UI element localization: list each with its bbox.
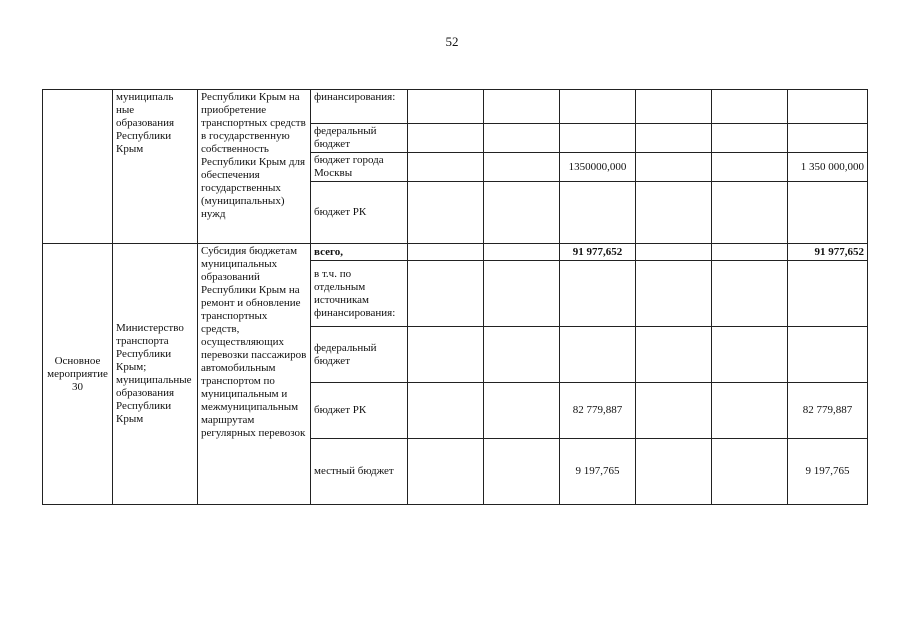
value-cell	[408, 439, 484, 505]
value-cell	[788, 261, 868, 327]
value-cell	[636, 383, 712, 439]
source-cell: федеральный бюджет	[311, 327, 408, 383]
value-cell	[484, 261, 560, 327]
source-cell: бюджет РК	[311, 182, 408, 244]
value-cell	[788, 327, 868, 383]
executor-cell: муниципаль ные образования Республики Крым	[113, 90, 198, 244]
source-cell: финансирования:	[311, 90, 408, 124]
value-cell	[788, 124, 868, 153]
value-cell	[788, 182, 868, 244]
value-cell	[712, 90, 788, 124]
value-cell	[484, 439, 560, 505]
value-cell	[712, 261, 788, 327]
value-cell	[408, 182, 484, 244]
source-cell: в т.ч. по отдельным источникам финансирования:	[311, 261, 408, 327]
value-cell	[712, 244, 788, 261]
value-cell	[788, 90, 868, 124]
table-row	[43, 244, 868, 261]
value-cell	[484, 153, 560, 182]
value-cell	[408, 327, 484, 383]
value-cell	[712, 439, 788, 505]
value-cell	[712, 327, 788, 383]
value-cell: 9 197,765	[560, 439, 636, 505]
executor-cell: Министерство транспорта Республики Крым; муниципальные образования Республики Крым	[113, 244, 198, 505]
value-cell	[484, 327, 560, 383]
budget-table	[42, 89, 868, 505]
value-cell	[484, 124, 560, 153]
value-cell	[408, 90, 484, 124]
value-cell	[560, 261, 636, 327]
value-cell	[636, 244, 712, 261]
value-cell: 91 977,652	[788, 244, 868, 261]
table-row	[43, 90, 868, 124]
value-cell	[636, 261, 712, 327]
value-cell	[408, 383, 484, 439]
description-cell: Субсидия бюджетам муниципальных образований Республики Крым на ремонт и обновление транспортных средств, осуществляющих перевозки пассажиров автомобильным транспортом по муниципальным и межмуниципальным маршрутам регулярных перевозок	[198, 244, 311, 505]
value-cell	[636, 124, 712, 153]
value-cell	[636, 327, 712, 383]
page-number: 52	[445, 34, 459, 49]
value-cell	[636, 182, 712, 244]
description-cell: Республики Крым на приобретение транспортных средств в государственную собственность Республики Крым для обеспечения государственных (муниципальных) нужд	[198, 90, 311, 244]
value-cell	[636, 439, 712, 505]
value-cell	[560, 124, 636, 153]
value-cell	[560, 90, 636, 124]
value-cell: 91 977,652	[560, 244, 636, 261]
value-cell	[636, 153, 712, 182]
value-cell: 82 779,887	[560, 383, 636, 439]
value-cell	[408, 261, 484, 327]
event-cell: Основное мероприятие 30	[43, 244, 113, 505]
value-cell: 1 350 000,000	[788, 153, 868, 182]
value-cell	[484, 383, 560, 439]
source-cell: федеральный бюджет	[311, 124, 408, 153]
value-cell	[484, 90, 560, 124]
source-cell: бюджет РК	[311, 383, 408, 439]
source-cell: местный бюджет	[311, 439, 408, 505]
value-cell: 9 197,765	[788, 439, 868, 505]
source-cell: всего,	[311, 244, 408, 261]
value-cell	[712, 124, 788, 153]
value-cell	[560, 327, 636, 383]
value-cell	[712, 153, 788, 182]
value-cell	[408, 124, 484, 153]
value-cell	[636, 90, 712, 124]
value-cell	[484, 182, 560, 244]
source-cell: бюджет города Москвы	[311, 153, 408, 182]
value-cell	[560, 182, 636, 244]
value-cell	[408, 153, 484, 182]
event-cell-empty	[43, 90, 113, 244]
value-cell	[712, 182, 788, 244]
value-cell	[408, 244, 484, 261]
value-cell: 1350000,000	[560, 153, 636, 182]
value-cell	[484, 244, 560, 261]
value-cell	[712, 383, 788, 439]
value-cell: 82 779,887	[788, 383, 868, 439]
